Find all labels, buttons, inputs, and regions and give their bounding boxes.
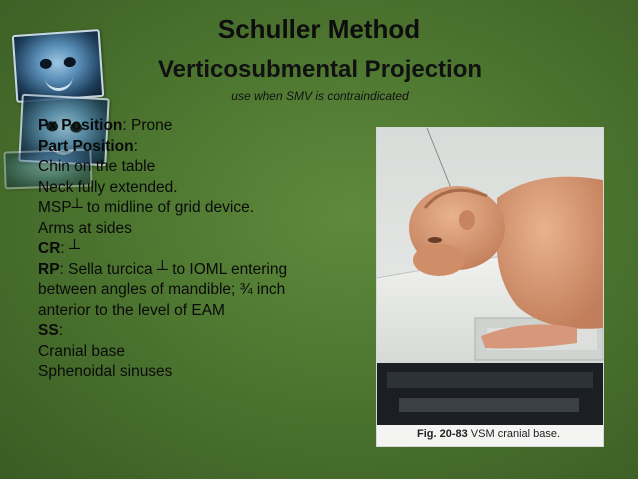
ss-item-cranial-base: Cranial base (38, 342, 126, 360)
cr-label: CR (38, 240, 61, 257)
msp-line (38, 198, 363, 219)
cr-value: : ┴ (60, 240, 80, 257)
px-position-value: : Prone (122, 117, 173, 134)
figure-caption-text: VSM cranial base. (467, 428, 561, 440)
arms-line: Arms at sides (38, 219, 132, 237)
part-position-label: Part Position (38, 137, 134, 155)
figure-caption (417, 428, 560, 440)
neck-line: Neck fully extended. (38, 178, 178, 196)
xray-orbit (63, 57, 76, 68)
skull-xray-image (12, 29, 105, 103)
xray-orbit (39, 58, 52, 69)
rp-line-3: anterior to the level of EAM (38, 301, 225, 319)
msp-prefix: MSP (38, 199, 72, 216)
xray-mandible (45, 75, 74, 92)
chin-line: Chin on the table (38, 158, 156, 175)
ss-line (38, 321, 363, 342)
ss-label: SS (38, 322, 59, 339)
ss-item-sphenoidal-sinuses: Sphenoidal sinuses (38, 363, 173, 380)
figure-number: Fig. 20-83 (417, 428, 468, 440)
msp-suffix: to midline of grid device. (82, 199, 255, 216)
rp-suffix: to IOML entering (167, 260, 288, 278)
cr-line (38, 239, 363, 260)
px-position-line (38, 116, 363, 137)
rp-line (38, 260, 363, 281)
rp-line-2: between angles of mandible; ¾ inch (38, 281, 286, 298)
slide-note: use when SMV is contraindicated (231, 89, 409, 103)
perpendicular-symbol: ┴ (71, 199, 83, 216)
ss-colon: : (58, 322, 63, 339)
slide-title: Schuller Method (217, 14, 421, 44)
perpendicular-symbol: ┴ (156, 260, 168, 278)
patient-positioning-photo (376, 127, 604, 447)
part-position-line (38, 137, 363, 158)
positioning-instructions (38, 116, 363, 383)
px-position-label: Px Position (38, 117, 123, 134)
part-position-colon: : (133, 137, 138, 155)
patient-photo-illustration (377, 128, 603, 446)
rp-label: RP (38, 260, 60, 278)
slide-subtitle: Verticosubmental Projection (157, 56, 483, 83)
rp-prefix: : Sella turcica (59, 260, 157, 278)
